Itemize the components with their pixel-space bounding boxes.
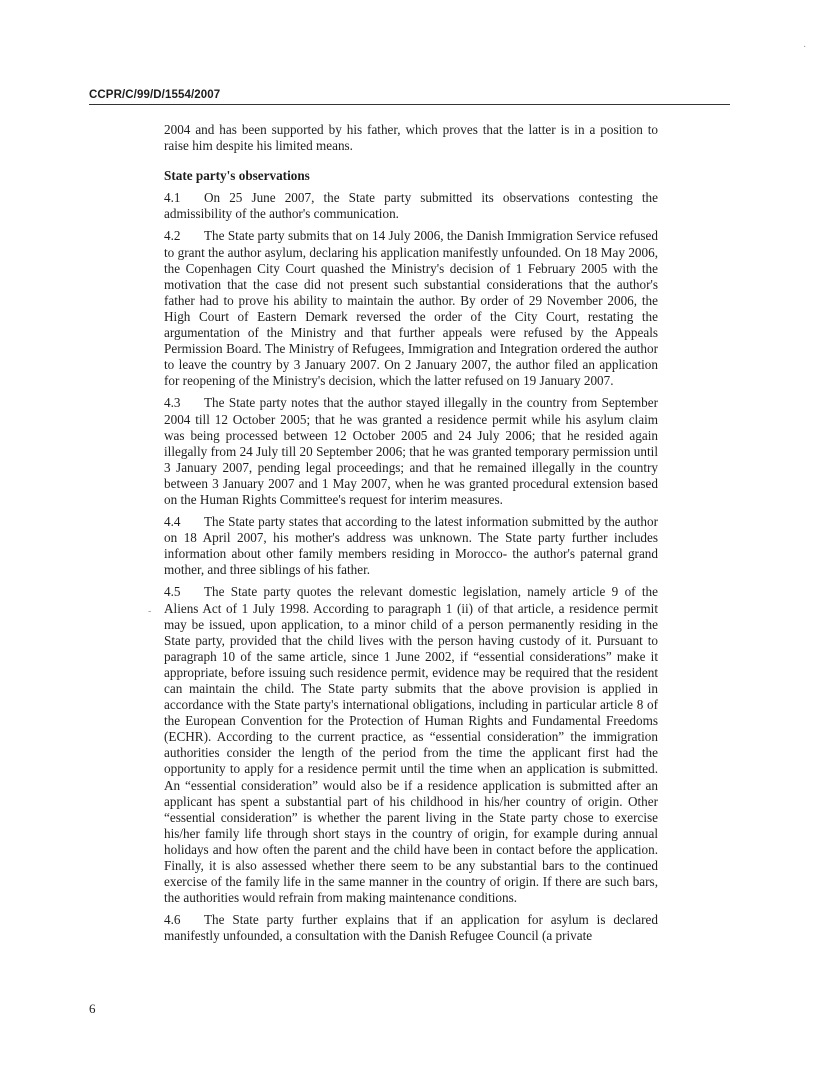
scan-speck: · xyxy=(803,42,807,53)
paragraph-text: On 25 June 2007, the State party submitted its observations contesting the admissibility of the author's communication. xyxy=(164,190,658,222)
paragraph-number: 4.2 xyxy=(164,228,181,244)
document-symbol: CCPR/C/99/D/1554/2007 xyxy=(89,89,221,101)
paragraph-number: 4.5 xyxy=(164,584,181,600)
scan-speck: - xyxy=(148,606,152,617)
paragraph-4-4 xyxy=(164,514,658,578)
paragraph-4-1 xyxy=(164,190,658,222)
paragraph-text: The State party further explains that if an application for asylum is declared manifestly unfounded, a consultation with the Danish Refugee Council (a private xyxy=(164,912,658,944)
header-rule xyxy=(89,104,730,105)
paragraph-4-3 xyxy=(164,395,658,508)
document-body xyxy=(164,122,658,951)
paragraph-text: The State party states that according to the latest information submitted by the author on 18 April 2007, his mother's address was unknown. The State party further includes information about other family members residing in Morocco- the author's paternal grand mother, and three siblings of his father. xyxy=(164,514,658,578)
opening-paragraph: 2004 and has been supported by his father, which proves that the latter is in a position to raise him despite his limited means. xyxy=(164,122,658,154)
paragraph-text: The State party quotes the relevant domestic legislation, namely article 9 of the Aliens Act of 1 July 1998. According to paragraph 1 (ii) of that article, a residence permit may be issued, upon application, to a minor child of a person permanently residing in the State party, provided that the child lives with the person having custody of it. Pursuant to paragraph 10 of the same article, since 1 June 2002, if “essential considerations” make it appropriate, before issuing such residence permit, evidence may be required that the resident can maintain the child. The State party submits that the above provision is applied in accordance with the State party's international obligations, including in particular article 8 of the European Convention for the Protection of Human Rights and Fundamental Freedoms (ECHR). According to the current practice, as “essential consideration” the immigration authorities consider the length of the period from the time the applicant first had the opportunity to apply for a residence permit until the time when an application is submitted. An “essential consideration” would also be if a residence application is submitted after an applicant has spent a substantial part of his childhood in his/her country of origin. Other “essential consideration” is whether the parent living in the State party chose to exercise his/her family life through short stays in the country of origin, for example during annual holidays and how often the parent and the child have been in contact before the application. Finally, it is also assessed whether there seem to be any substantial bars to the continued exercise of the family life in the same manner in the country of origin. If there are such bars, the authorities would refrain from making maintenance conditions. xyxy=(164,584,658,906)
paragraph-number: 4.1 xyxy=(164,190,181,206)
paragraph-4-2 xyxy=(164,228,658,389)
paragraph-4-5 xyxy=(164,584,658,906)
paragraph-4-6 xyxy=(164,912,658,944)
paragraph-number: 4.4 xyxy=(164,514,181,530)
paragraph-number: 4.3 xyxy=(164,395,181,411)
paragraph-text: The State party notes that the author stayed illegally in the country from September 2004 till 12 October 2005; that he was granted a residence permit while his asylum claim was being processed between 12 October 2005 and 24 July 2006; that he resided again illegally from 24 July till 20 September 2006; that he was granted temporary permission until 3 January 2007, pending legal proceedings; and that he remained illegally in the country between 3 January 2007 and 1 May 2007, when he was granted procedural extension based on the Human Rights Committee's request for interim measures. xyxy=(164,395,658,507)
section-heading: State party's observations xyxy=(164,168,310,184)
paragraph-number: 4.6 xyxy=(164,912,181,928)
paragraph-text: The State party submits that on 14 July 2006, the Danish Immigration Service refused to grant the author asylum, declaring his application manifestly unfounded. On 18 May 2006, the Copenhagen City Court quashed the Ministry's decision of 1 February 2005 with the motivation that the case did not present such substantial considerations that the author's father had to prove his ability to maintain the author. By order of 29 November 2006, the High Court of Eastern Demark reversed the order of the City Court, restating the argumentation of the Ministry and that further appeals were refused by the Appeals Permission Board. The Ministry of Refugees, Immigration and Integration ordered the author to leave the country by 3 January 2007. On 2 January 2007, the author filed an application for reopening of the Ministry's decision, which the latter refused on 19 January 2007. xyxy=(164,228,658,389)
page-number: 6 xyxy=(89,1001,96,1016)
